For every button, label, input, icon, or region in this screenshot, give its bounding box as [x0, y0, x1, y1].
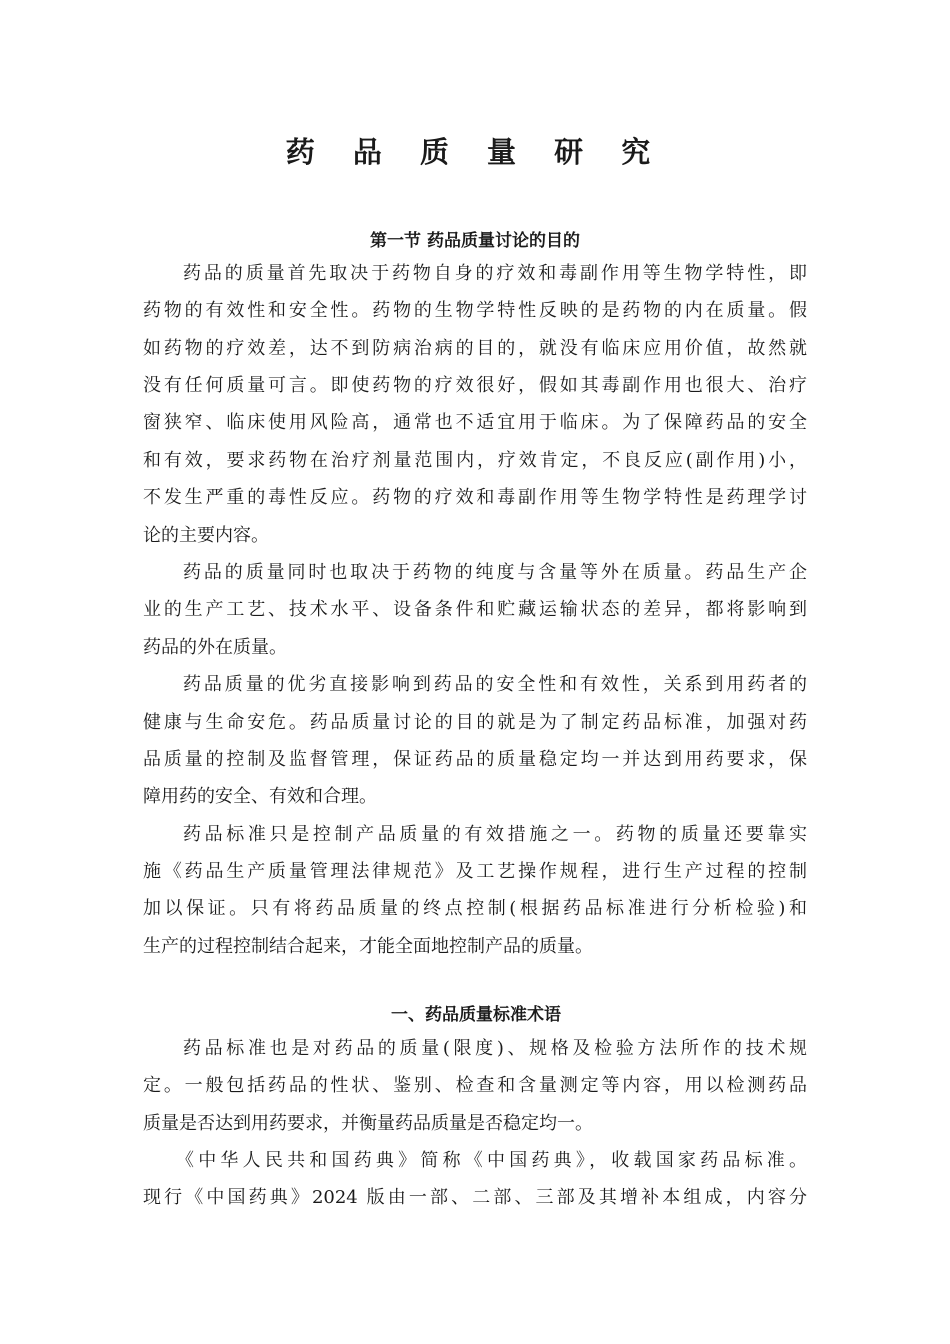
page-title: 药 品 质 量 研 究	[285, 135, 665, 169]
text-line: 不发生严重的毒性反应。药物的疗效和毒副作用等生物学特性是药理学讨	[143, 487, 807, 508]
text-line: 《中华人民共和国药典》简称《中国药典》，收载国家药品标准。	[176, 1150, 807, 1171]
text-line: 施《药品生产质量管理法律规范》及工艺操作规程，进行生产过程的控制	[143, 861, 807, 882]
text-line: 药品标准只是控制产品质量的有效措施之一。药物的质量还要靠实	[183, 824, 807, 845]
text-line: 现行《中国药典》2024 版由一部、二部、三部及其增补本组成，内容分	[143, 1187, 807, 1208]
subsection-heading: 一、药品质量标准术语	[391, 1005, 561, 1025]
text-line: 药品标准也是对药品的质量(限度)、规格及检验方法所作的技术规	[183, 1038, 807, 1059]
text-line: 质量是否达到用药要求，并衡量药品质量是否稳定均一。	[143, 1113, 593, 1134]
section-heading: 第一节 药品质量讨论的目的	[370, 231, 580, 251]
text-line: 没有任何质量可言。即使药物的疗效很好，假如其毒副作用也很大、治疗	[143, 375, 807, 396]
text-line: 药品的质量同时也取决于药物的纯度与含量等外在质量。药品生产企	[183, 562, 807, 583]
text-line: 药品的质量首先取决于药物自身的疗效和毒副作用等生物学特性，即	[183, 263, 807, 284]
text-line: 药物的有效性和安全性。药物的生物学特性反映的是药物的内在质量。假	[143, 300, 807, 321]
text-line: 健康与生命安危。药品质量讨论的目的就是为了制定药品标准，加强对药	[143, 712, 807, 733]
text-line: 药品的外在质量。	[143, 637, 287, 658]
text-line: 加以保证。只有将药品质量的终点控制(根据药品标准进行分析检验)和	[143, 898, 807, 919]
text-line: 定。一般包括药品的性状、鉴别、检查和含量测定等内容，用以检测药品	[143, 1075, 807, 1096]
text-line: 药品质量的优劣直接影响到药品的安全性和有效性，关系到用药者的	[183, 674, 807, 695]
text-line: 和有效，要求药物在治疗剂量范围内，疗效肯定，不良反应(副作用)小，	[143, 450, 807, 471]
text-line: 论的主要内容。	[143, 525, 269, 546]
text-line: 如药物的疗效差，达不到防病治病的目的，就没有临床应用价值，故然就	[143, 338, 807, 359]
text-line: 品质量的控制及监督管理，保证药品的质量稳定均一并达到用药要求，保	[143, 749, 807, 770]
text-line: 生产的过程控制结合起来，才能全面地控制产品的质量。	[143, 936, 593, 957]
text-line: 窗狭窄、临床使用风险高，通常也不适宜用于临床。为了保障药品的安全	[143, 412, 807, 433]
text-line: 障用药的安全、有效和合理。	[143, 786, 377, 807]
text-line: 业的生产工艺、技术水平、设备条件和贮藏运输状态的差异，都将影响到	[143, 599, 807, 620]
